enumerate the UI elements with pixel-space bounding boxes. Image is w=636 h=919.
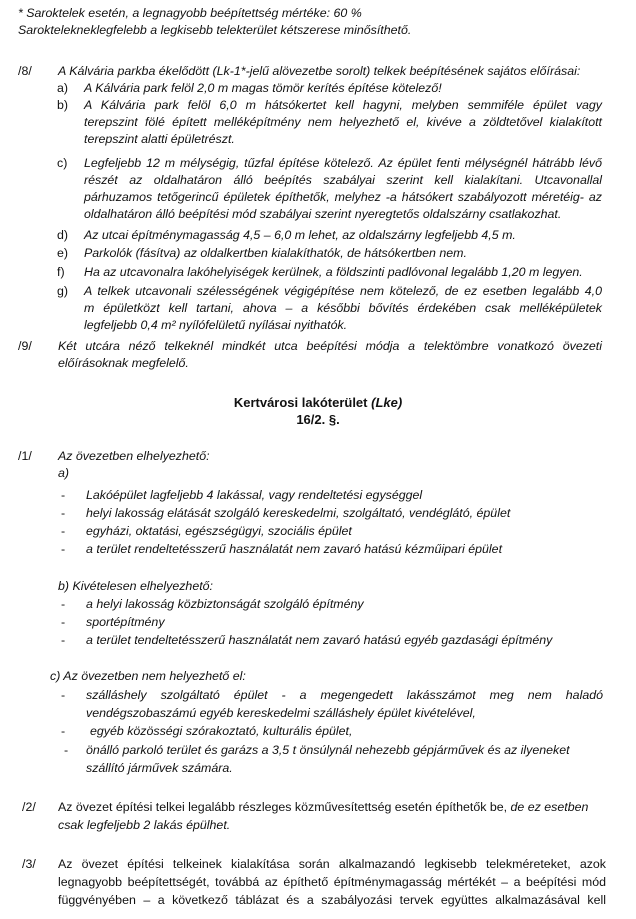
- paragraph-2-line-1: [58, 799, 588, 815]
- list-b-item-3: a terület tendeltetésszerű használatát nem zavaró hatású egyéb gazdasági építmény: [86, 633, 553, 647]
- paragraph-9-line-2: előírásoknak megfelelő.: [58, 356, 189, 370]
- item-g-line-1: A telkek utcavonali szélességének végigépítése nem kötelező, de ez esetben legalább 4,0: [84, 284, 602, 298]
- item-g-marker: g): [57, 284, 69, 298]
- paragraph-8-number: /8/: [18, 64, 32, 78]
- item-c-line-2: részét az oldalhatáron álló beépítés szabályai szerint kell kialakítani. Utcavonallal: [84, 173, 602, 187]
- list-c-item-3-line-1: önálló parkoló terület és garázs a 3,5 t önsúlynál nehezebb gépjárművek és az ilyeneket: [86, 743, 570, 757]
- item-d-text: Az utcai építménymagasság 4,5 – 6,0 m lehet, az oldalszárny legfeljebb 4,5 m.: [84, 228, 516, 242]
- item-a-text: A Kálvária park felöl 2,0 m magas tömör kerítés építése kötelező!: [84, 81, 442, 95]
- item-f-marker: f): [57, 265, 65, 279]
- section-title-text: Kertvárosi lakóterület: [233, 395, 372, 410]
- item-f-text: Ha az utcavonalra lakóhelyiségek kerülnek, a földszinti padlóvonal legalább 1,20 m legyen.: [84, 265, 583, 279]
- item-b-line-1: A Kálvária park felöl 6,0 m hátsókertet kell hagyni, melyben semmiféle épület vagy: [84, 98, 602, 112]
- paragraph-1-sub-a: a): [58, 466, 70, 480]
- paragraph-3-line-2: legnagyobb beépítettségét, továbbá az építhető építménymagasság mértékét – a beépítési mód: [58, 875, 606, 889]
- paragraph-2-line-2: csak legfeljebb 2 lakás épülhet.: [58, 818, 231, 832]
- paragraph-1-heading: Az övezetben elhelyezhető:: [58, 449, 210, 463]
- paragraph-9-line-1: Két utcára néző telkeknél mindkét utca beépítési módja a telektömbre vonatkozó övezeti: [58, 339, 602, 353]
- item-b-marker: b): [57, 98, 69, 112]
- item-c-line-1: Legfeljebb 12 m mélységig, tűzfal építése kötelező. Az épület fenti mélységnél hátrább lévő: [84, 156, 602, 170]
- dash-b-3: -: [61, 633, 66, 647]
- section-number: 16/2. §.: [296, 412, 340, 427]
- list-a-item-4: a terület rendeltetésszerű használatát nem zavaró hatású kézműipari épület: [86, 542, 503, 556]
- paragraph-2-line-1-italic: de ez esetben: [510, 800, 589, 814]
- paragraph-3-number: /3/: [22, 857, 36, 871]
- paragraph-3-line-1: Az övezet építési telkeinek kialakítása során alkalmazandó legkisebb telekméreteket, azok: [58, 857, 606, 871]
- item-d-marker: d): [57, 228, 69, 242]
- list-a-item-1: Lakóépület lagfeljebb 4 lakással, vagy rendeltetési egységgel: [86, 488, 423, 502]
- item-c-line-4: oldalhatáron álló beépítési mód szabályai szerint nyeregtetős oldalszárny csatlakozhat.: [84, 207, 562, 221]
- paragraph-3-line-3: függvényében – a következő táblázat és a szabályozási tervek együttes alkalmazásával kell: [58, 893, 606, 907]
- dash-a-2: -: [61, 506, 66, 520]
- item-g-line-3: legfeljebb 0,4 m² nyílófelületű nyílásai nyithatók.: [84, 318, 348, 332]
- item-g-line-2: m épületközt kell tartani, ahova – a későbbi bővítés érdekében csak melléképületek: [84, 301, 602, 315]
- paragraph-2-number: /2/: [22, 800, 36, 814]
- paragraph-9-number: /9/: [18, 339, 32, 353]
- dash-c-2: -: [61, 724, 66, 738]
- item-c-line-3: párhuzamos tetőgerincű épületek építhetők, melyhez -a hátsókert szabályozott méretéig- az: [84, 190, 602, 204]
- section-title-code: (Lke): [371, 395, 403, 410]
- list-b-item-1: a helyi lakosság közbiztonságát szolgáló építmény: [86, 597, 364, 611]
- intro-line-1: * Saroktelek esetén, a legnagyobb beépítettség mértéke: 60 %: [18, 6, 362, 20]
- dash-c-1: -: [61, 688, 66, 702]
- paragraph-8-heading: A Kálvária parkba ékelődött (Lk-1*-jelű alövezetbe sorolt) telkek beépítésének sajátos előírásai:: [58, 64, 581, 78]
- item-e-text: Parkolók (fásítva) az oldalkertben kialakíthatók, de hátsókertben nem.: [84, 246, 467, 260]
- paragraph-1-sub-c: c) Az övezetben nem helyezhető el:: [50, 669, 246, 683]
- item-b-line-3: terepszint alatti épületrészt.: [84, 132, 235, 146]
- item-a-marker: a): [57, 81, 69, 95]
- paragraph-1-sub-b: b) Kivételesen elhelyezhető:: [58, 579, 213, 593]
- list-b-item-2: sportépítmény: [86, 615, 165, 629]
- intro-line-2: Saroktelekneklegfelebb a legkisebb telekterület kétszerese minősíthető.: [18, 23, 412, 37]
- dash-c-3: -: [64, 743, 69, 757]
- list-c-item-1-line-2: vendégszobaszámú egyéb kereskedelmi szálláshely épület kivételével,: [86, 706, 476, 720]
- list-a-item-2: helyi lakosság elátását szolgáló kereskedelmi, szolgáltató, vendéglátó, épület: [86, 506, 511, 520]
- list-c-item-3-line-2: szállító járművek számára.: [86, 761, 233, 775]
- item-b-line-2: terepszint fölé épített melléképítmény nem helyezhető el, kivéve a zöldtetővel kialakított: [84, 115, 602, 129]
- paragraph-2-line-1-plain: Az övezet építési telkei legalább részleges közművesítettség esetén építhetők be,: [58, 800, 511, 814]
- list-a-item-3: egyházi, oktatási, egészségügyi, szociális épület: [86, 524, 352, 538]
- dash-a-3: -: [61, 524, 66, 538]
- dash-b-1: -: [61, 597, 66, 611]
- item-e-marker: e): [57, 246, 69, 260]
- list-c-item-2: egyéb közösségi szórakoztató, kulturális épület,: [90, 724, 353, 738]
- dash-a-4: -: [61, 542, 66, 556]
- section-title: [0, 394, 636, 411]
- paragraph-1-number: /1/: [18, 449, 32, 463]
- dash-a-1: -: [61, 488, 66, 502]
- list-c-item-1-line-1: szálláshely szolgáltató épület - a megengedett lakásszámot meg nem haladó: [86, 688, 603, 702]
- dash-b-2: -: [61, 615, 66, 629]
- item-c-marker: c): [57, 156, 68, 170]
